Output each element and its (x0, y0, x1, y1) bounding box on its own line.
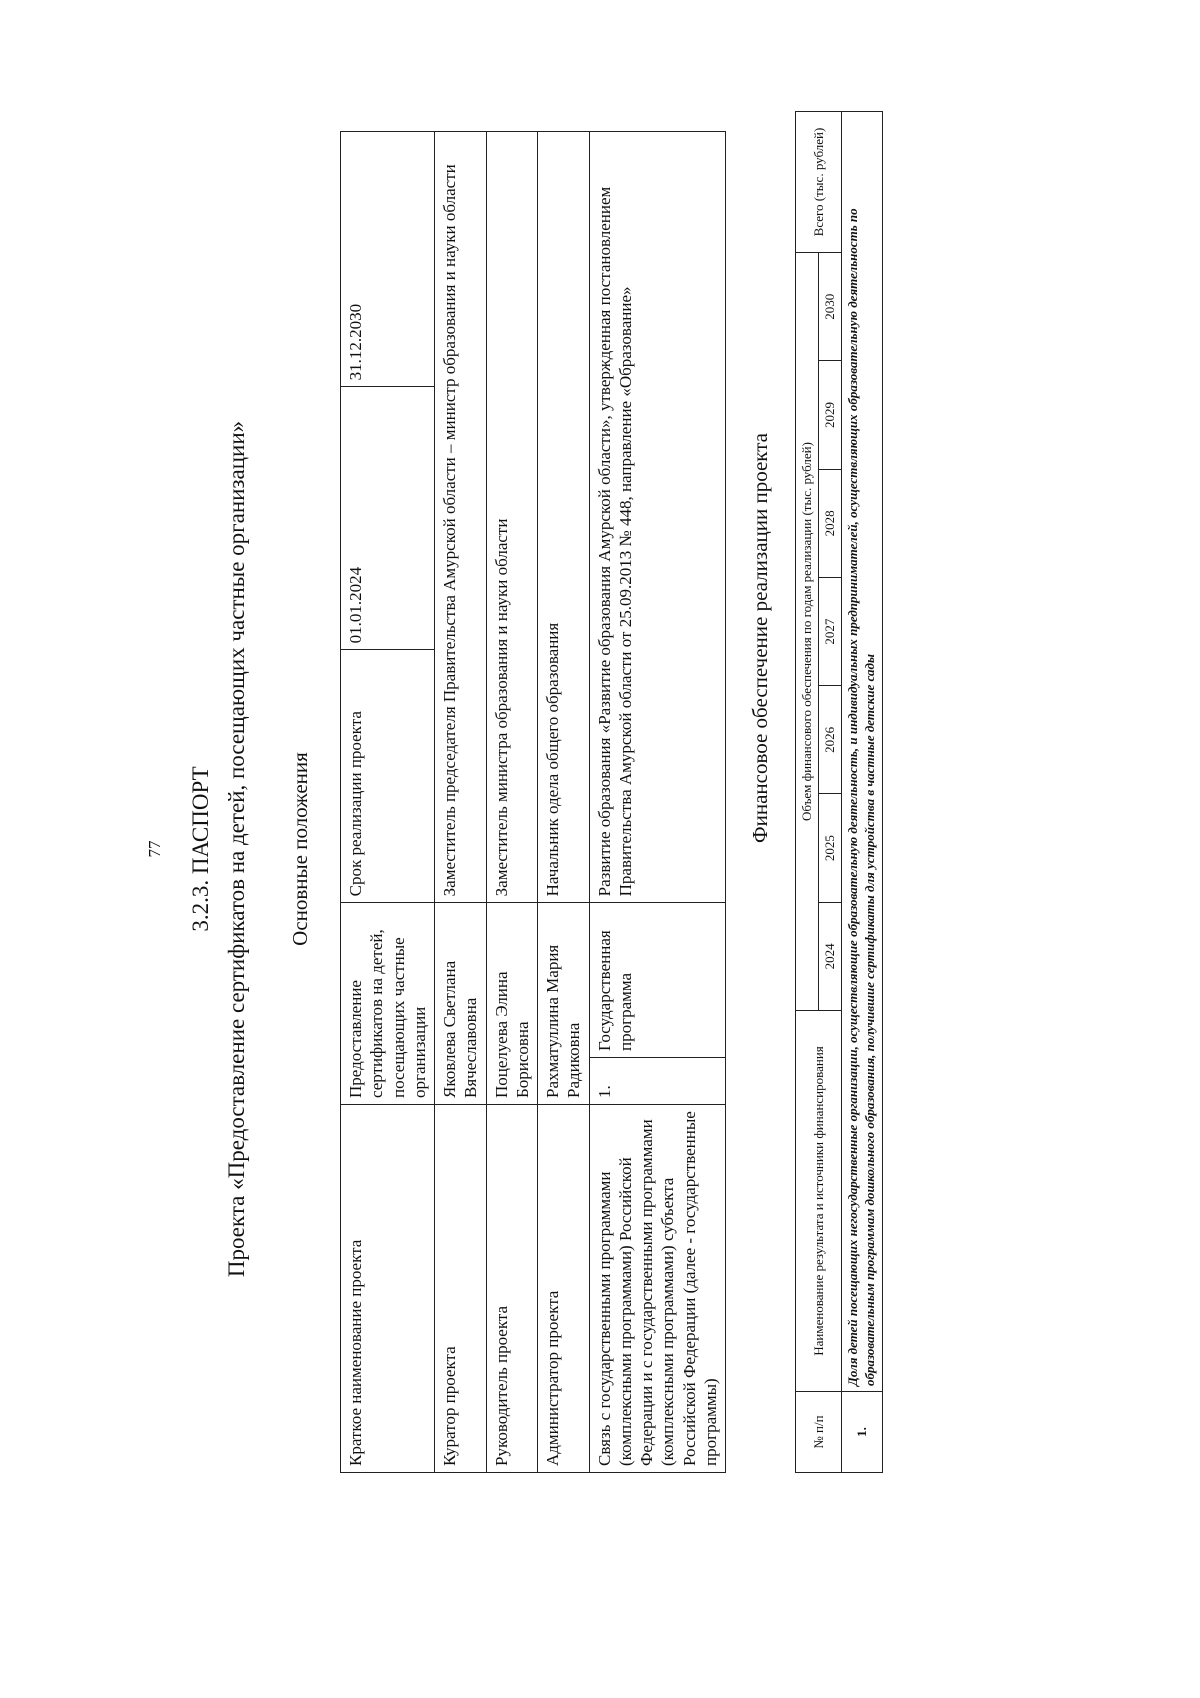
label-admin: Администратор проекта (538, 1105, 590, 1473)
finance-row-number: 1. (842, 1392, 883, 1473)
value-start-date: 01.01.2024 (341, 387, 435, 650)
header-name: Наименование результата и источники финансирования (796, 1011, 842, 1392)
section-title-finance: Финансовое обеспечение реализации проекта (748, 433, 772, 843)
year-cell: 2025 (819, 794, 842, 902)
finance-row-text: Доля детей посещающих негосударственные организации, осуществляющие образовательную деятельность, и индивидуальных предпринимателей, осуществляющих образовательную деятельность по образовательным программам дошкольного образования, получившие сертификаты для устройства в частные детские сады (842, 112, 883, 1392)
value-link-number: 1. (589, 1058, 726, 1105)
table-row-link (589, 132, 726, 1473)
value-head-name: Поцелуева Элина Борисовна (486, 903, 538, 1105)
year-cell: 2028 (819, 469, 842, 577)
finance-table (795, 111, 883, 1473)
value-link-type: Государственная программа (589, 903, 726, 1058)
value-curator-name: Яковлева Светлана Вячеславовна (435, 903, 487, 1105)
year-cell: 2024 (819, 902, 842, 1010)
year-cell: 2027 (819, 577, 842, 685)
label-head: Руководитель проекта (486, 1105, 538, 1473)
label-short-name: Краткое наименование проекта (341, 1105, 435, 1473)
table-row-short-name (341, 132, 435, 1473)
year-cell: 2030 (819, 253, 842, 361)
value-head-position: Заместитель министра образования и науки области (486, 132, 538, 903)
value-admin-name: Рахматуллина Мария Радиковна (538, 903, 590, 1105)
page-number: 77 (145, 840, 164, 858)
table-row-head (486, 132, 538, 1473)
finance-row-1 (842, 112, 883, 1473)
section-title-main: Основные положения (288, 752, 312, 946)
table-row-curator (435, 132, 487, 1473)
header-total: Всего (тыс. рублей) (796, 112, 842, 253)
value-admin-position: Начальник одела общего образования (538, 132, 590, 903)
label-term: Срок реализации проекта (341, 650, 435, 903)
finance-header-row (796, 112, 819, 1473)
year-cell: 2029 (819, 361, 842, 469)
header-number: № п/п (796, 1392, 842, 1473)
year-cell: 2026 (819, 686, 842, 794)
document-subtitle: Проекта «Предоставление сертификатов на детей, посещающих частные организации» (224, 420, 249, 1278)
value-end-date: 31.12.2030 (341, 132, 435, 387)
value-short-name: Предоставление сертификатов на детей, посещающих частные организации (341, 903, 435, 1105)
value-link-program: Развитие образования «Развитие образования Амурской области», утвержденная постановлением Правительства Амурской области от 25.09.2013 № 448, направление «Образование» (589, 132, 726, 903)
label-curator: Куратор проекта (435, 1105, 487, 1473)
table-row-admin (538, 132, 590, 1473)
main-provisions-table (340, 131, 726, 1473)
value-curator-position: Заместитель председателя Правительства Амурской области – министр образования и науки области (435, 132, 487, 903)
document-title: 3.2.3. ПАСПОРТ (188, 766, 213, 932)
label-program-link: Связь с государственными программами (комплексными программами) Российской Федерации и с государственными программами (комплексными программами) субъекта Российской Федерации (далее - государственные программы) (589, 1105, 726, 1473)
header-volume: Объем финансового обеспечения по годам реализации (тыс. рублей) (796, 253, 819, 1011)
